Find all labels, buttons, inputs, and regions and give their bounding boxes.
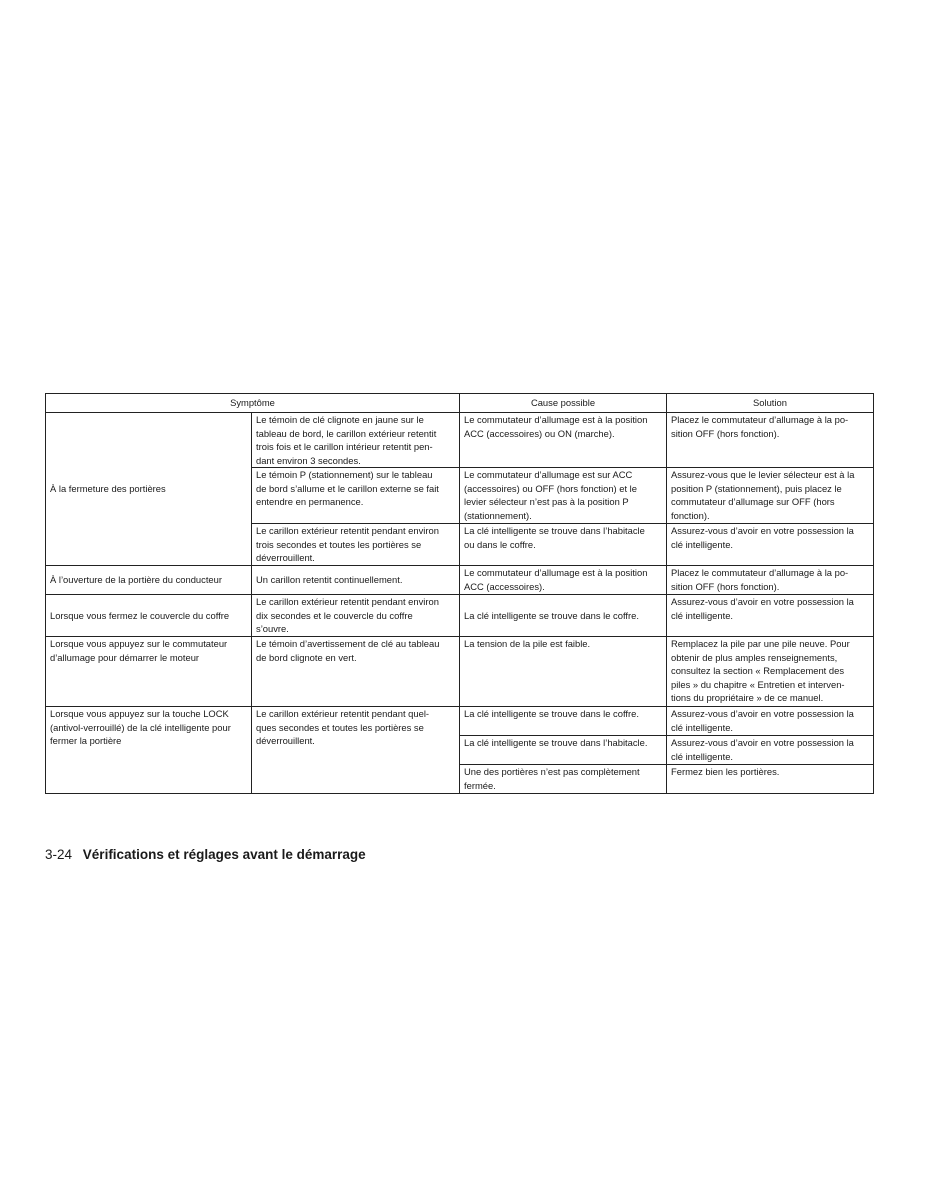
symptom-cell: Lorsque vous appuyez sur la touche LOCK (antivol-verrouillé) de la clé intelligente pour fermer la portière	[46, 707, 252, 794]
solution-cell: Assurez-vous d’avoir en votre possession la clé intelligente.	[667, 707, 874, 736]
page-footer	[45, 846, 366, 864]
symptom-detail-cell: Un carillon retentit continuellement.	[252, 566, 460, 595]
cause-cell: La tension de la pile est faible.	[460, 637, 667, 707]
table-header-row	[46, 394, 874, 413]
cause-cell: Une des portières n’est pas complètement fermée.	[460, 765, 667, 794]
symptom-cell: À l’ouverture de la portière du conducteur	[46, 566, 252, 595]
symptom-cell: À la fermeture des portières	[46, 413, 252, 566]
solution-cell: Remplacez la pile par une pile neuve. Pour obtenir de plus amples renseignements, consultez la section « Remplacement des piles » du chapitre « Entretien et interven- tions du propriétaire » de ce manuel.	[667, 637, 874, 707]
cause-cell: La clé intelligente se trouve dans l’habitacle.	[460, 736, 667, 765]
table-row	[46, 595, 874, 637]
troubleshooting-table	[45, 393, 874, 794]
header-symptom: Symptôme	[46, 394, 460, 413]
table-row	[46, 566, 874, 595]
cause-cell: Le commutateur d’allumage est sur ACC (accessoires) ou OFF (hors fonction) et le levier sélecteur n’est pas à la position P (stationnement).	[460, 468, 667, 524]
symptom-detail-cell: Le carillon extérieur retentit pendant environ dix secondes et le couvercle du coffre s’ouvre.	[252, 595, 460, 637]
solution-cell: Assurez-vous d’avoir en votre possession la clé intelligente.	[667, 736, 874, 765]
cause-cell: La clé intelligente se trouve dans le coffre.	[460, 595, 667, 637]
header-solution: Solution	[667, 394, 874, 413]
symptom-detail-cell: Le carillon extérieur retentit pendant environ trois secondes et toutes les portières se déverrouillent.	[252, 524, 460, 566]
header-cause: Cause possible	[460, 394, 667, 413]
solution-cell: Placez le commutateur d’allumage à la po- sition OFF (hors fonction).	[667, 413, 874, 468]
solution-cell: Assurez-vous que le levier sélecteur est à la position P (stationnement), puis placez le commutateur d’allumage sur OFF (hors fonction).	[667, 468, 874, 524]
solution-cell: Placez le commutateur d’allumage à la po- sition OFF (hors fonction).	[667, 566, 874, 595]
cause-cell: La clé intelligente se trouve dans l’habitacle ou dans le coffre.	[460, 524, 667, 566]
section-title: Vérifications et réglages avant le démarrage	[82, 847, 366, 862]
cause-cell: La clé intelligente se trouve dans le coffre.	[460, 707, 667, 736]
table-row	[46, 637, 874, 707]
cause-cell: Le commutateur d’allumage est à la position ACC (accessoires).	[460, 566, 667, 595]
symptom-cell: Lorsque vous fermez le couvercle du coffre	[46, 595, 252, 637]
symptom-cell: Lorsque vous appuyez sur le commutateur d’allumage pour démarrer le moteur	[46, 637, 252, 707]
symptom-detail-cell: Le témoin P (stationnement) sur le tableau de bord s’allume et le carillon externe se fait entendre en permanence.	[252, 468, 460, 524]
symptom-detail-cell: Le témoin d’avertissement de clé au tableau de bord clignote en vert.	[252, 637, 460, 707]
symptom-detail-cell: Le carillon extérieur retentit pendant quel- ques secondes et toutes les portières se déverrouillent.	[252, 707, 460, 794]
solution-cell: Fermez bien les portières.	[667, 765, 874, 794]
solution-cell: Assurez-vous d’avoir en votre possession la clé intelligente.	[667, 595, 874, 637]
cause-cell: Le commutateur d’allumage est à la position ACC (accessoires) ou ON (marche).	[460, 413, 667, 468]
table-row	[46, 707, 874, 736]
page-number: 3-24	[45, 847, 73, 862]
table-row	[46, 413, 874, 468]
solution-cell: Assurez-vous d’avoir en votre possession la clé intelligente.	[667, 524, 874, 566]
symptom-detail-cell: Le témoin de clé clignote en jaune sur le tableau de bord, le carillon extérieur retentit trois fois et le carillon intérieur retentit pen- dant environ 3 secondes.	[252, 413, 460, 468]
